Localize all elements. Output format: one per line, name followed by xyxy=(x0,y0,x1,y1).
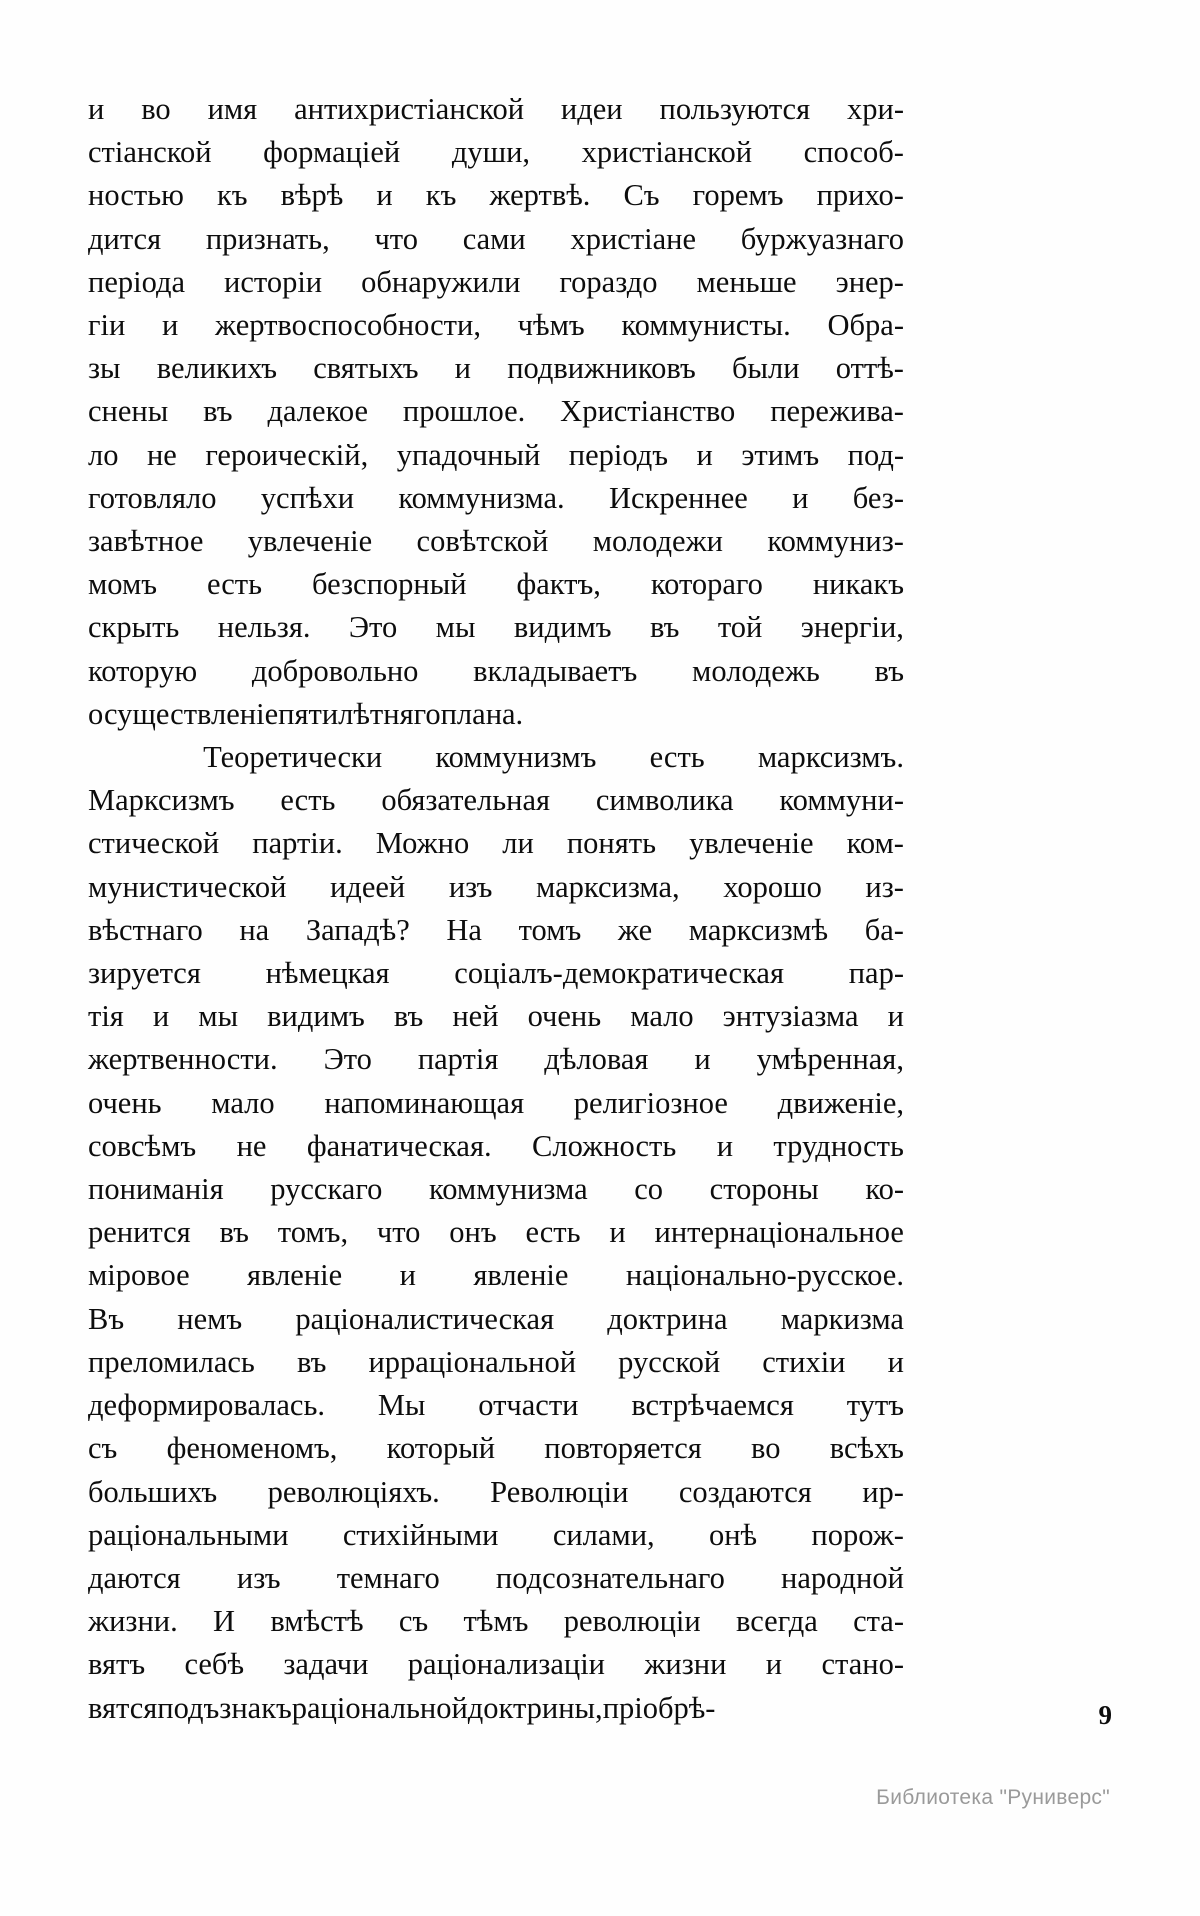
text-word: сами xyxy=(462,221,526,256)
text-word: умѣренная, xyxy=(756,1042,904,1077)
text-word: къ xyxy=(425,178,457,213)
text-word: совѣтской xyxy=(416,524,549,559)
text-line xyxy=(88,693,904,736)
text-word: безспорный xyxy=(311,567,467,602)
text-word: знакъ xyxy=(219,1690,292,1725)
text-word: стано- xyxy=(821,1647,904,1682)
text-word: со xyxy=(634,1172,664,1207)
text-word: души, xyxy=(451,135,531,170)
text-word: котораго xyxy=(650,567,763,602)
text-word: пережива- xyxy=(770,394,904,429)
text-word: ренится xyxy=(88,1215,191,1250)
text-word: подвижниковъ xyxy=(507,351,696,386)
text-word: подъ xyxy=(157,1690,220,1725)
text-word: ир- xyxy=(862,1474,904,1509)
text-word: въ xyxy=(219,1215,249,1250)
text-line xyxy=(88,88,904,131)
text-word: способ- xyxy=(803,135,904,170)
text-word: формаціей xyxy=(263,135,401,170)
text-word: видимъ xyxy=(267,999,365,1034)
text-line xyxy=(88,563,904,606)
text-word: онѣ xyxy=(708,1517,758,1552)
text-word: коммунизма xyxy=(428,1172,588,1207)
text-line xyxy=(88,1471,904,1514)
text-word: и xyxy=(696,437,713,472)
text-word: молодежи xyxy=(592,524,723,559)
text-word: очень xyxy=(88,1085,162,1120)
text-word: Это xyxy=(348,610,398,645)
text-word: періодъ xyxy=(568,437,669,472)
text-word: феноменомъ, xyxy=(166,1431,338,1466)
text-word: и xyxy=(792,480,809,515)
text-word: интернаціональное xyxy=(654,1215,904,1250)
text-word: вятъ xyxy=(88,1647,146,1682)
text-word: есть xyxy=(206,567,263,602)
text-word: осуществленіе xyxy=(88,696,279,731)
text-line xyxy=(88,520,904,563)
text-word: и xyxy=(694,1042,711,1077)
text-line xyxy=(88,1643,904,1686)
text-word: обязательная xyxy=(381,783,551,818)
text-word: христіане xyxy=(570,221,697,256)
text-word: и xyxy=(162,308,179,343)
text-word: энер- xyxy=(835,264,904,299)
text-word: дѣловая xyxy=(544,1042,649,1077)
text-word: жертвѣ. xyxy=(489,178,591,213)
text-word: Западѣ? xyxy=(305,912,410,947)
text-line xyxy=(88,822,904,865)
text-word: ко- xyxy=(865,1172,904,1207)
text-word: большихъ xyxy=(88,1474,218,1509)
text-word: порож- xyxy=(811,1517,904,1552)
text-word: хорошо xyxy=(723,869,822,904)
text-word: который xyxy=(386,1431,496,1466)
text-word: Христіанство xyxy=(560,394,736,429)
text-word: къ xyxy=(216,178,248,213)
text-word: мы xyxy=(435,610,476,645)
text-word: и xyxy=(399,1258,416,1293)
text-line xyxy=(88,606,904,649)
text-line xyxy=(88,909,904,952)
text-word: из- xyxy=(865,869,904,904)
text-word: и xyxy=(765,1647,783,1682)
paragraph-2 xyxy=(88,736,904,1730)
text-word: фанатическая. xyxy=(306,1128,492,1163)
text-word: коммунизмъ xyxy=(435,740,597,775)
text-word: русской xyxy=(618,1344,721,1379)
text-word: есть xyxy=(525,1215,581,1250)
text-word: вѣрѣ xyxy=(280,178,344,213)
text-word: ста- xyxy=(853,1604,904,1639)
text-word: хри- xyxy=(847,92,904,126)
text-word: оттѣ- xyxy=(835,351,904,386)
text-word: пріобрѣ- xyxy=(602,1690,716,1725)
text-line xyxy=(88,1557,904,1600)
text-word: Искреннее xyxy=(608,480,748,515)
text-word: и xyxy=(376,178,393,213)
text-word: въ xyxy=(649,610,680,645)
text-word: всѣхъ xyxy=(829,1431,904,1466)
text-word: въ xyxy=(203,394,233,429)
text-word: горемъ xyxy=(692,178,784,213)
text-word: и xyxy=(152,999,170,1034)
text-word: христіанской xyxy=(581,135,753,170)
text-word: Мы xyxy=(377,1388,426,1423)
text-word: ностью xyxy=(88,178,184,213)
text-line xyxy=(88,1254,904,1297)
text-word: вмѣстѣ xyxy=(270,1604,364,1639)
text-word: встрѣчаемся xyxy=(631,1388,794,1423)
text-word: соціалъ-демократическая xyxy=(454,956,784,991)
text-word: періода xyxy=(88,264,186,299)
text-line xyxy=(88,218,904,261)
text-word: народной xyxy=(781,1560,904,1595)
text-line xyxy=(88,347,904,390)
text-word: есть xyxy=(280,783,336,818)
text-line xyxy=(88,866,904,909)
text-word: марксизма, xyxy=(536,869,680,904)
text-line xyxy=(88,1038,904,1081)
paragraph-indent xyxy=(88,736,150,779)
text-word: создаются xyxy=(678,1474,812,1509)
text-word: ло xyxy=(88,437,119,472)
text-word: жертвоспособности, xyxy=(215,308,481,343)
text-word: повторяется xyxy=(544,1431,702,1466)
text-word: томъ xyxy=(518,912,582,947)
text-word: и xyxy=(454,351,471,386)
text-word: національно-русское. xyxy=(625,1258,904,1293)
text-word: гораздо xyxy=(559,264,658,299)
text-word: успѣхи xyxy=(260,480,355,515)
text-word: Сложность xyxy=(532,1128,677,1163)
text-line xyxy=(88,390,904,433)
text-word: той xyxy=(717,610,763,645)
text-word: антихристіанской xyxy=(294,92,525,126)
page-number: 9 xyxy=(1098,1700,1112,1730)
text-word: всегда xyxy=(736,1604,818,1639)
text-word: Обра- xyxy=(827,308,904,343)
text-line xyxy=(88,1514,904,1557)
text-word: нѣмецкая xyxy=(265,956,390,991)
text-word: вкладываетъ xyxy=(473,653,638,688)
text-word: зы xyxy=(88,351,121,386)
text-word: немъ xyxy=(177,1301,243,1336)
text-word: увлеченіе xyxy=(689,826,814,861)
text-word: героическій, xyxy=(205,437,369,472)
text-word: под- xyxy=(847,437,904,472)
text-word: стіанской xyxy=(88,135,212,170)
text-word: совсѣмъ xyxy=(88,1128,197,1163)
text-word: нельзя. xyxy=(217,610,311,645)
text-word: Съ xyxy=(623,178,660,213)
text-word: обнаружили xyxy=(361,264,521,299)
text-word: напоминающая xyxy=(324,1085,525,1120)
text-word: И xyxy=(213,1604,236,1639)
text-word: въ xyxy=(393,999,424,1034)
text-word: и xyxy=(609,1215,626,1250)
text-line xyxy=(88,1427,904,1470)
text-word: прошлое. xyxy=(402,394,526,429)
text-word: и xyxy=(88,92,105,126)
text-word: что xyxy=(376,1215,421,1250)
text-line xyxy=(88,1298,904,1341)
text-word: русскаго xyxy=(270,1172,383,1207)
text-word: доктрина xyxy=(607,1301,728,1336)
text-line xyxy=(88,1211,904,1254)
text-word: доктрины, xyxy=(467,1690,603,1725)
text-word: изъ xyxy=(236,1560,281,1595)
text-word: На xyxy=(446,912,482,947)
text-word: Теоретически xyxy=(203,740,383,775)
text-word: же xyxy=(617,912,653,947)
text-line xyxy=(88,131,904,174)
text-word: мунистической xyxy=(88,869,287,904)
text-word: и xyxy=(887,1344,904,1379)
text-word: раціонализаціи xyxy=(407,1647,606,1682)
text-line xyxy=(88,304,904,347)
text-word: снены xyxy=(88,394,169,429)
text-word: были xyxy=(731,351,800,386)
text-word: энтузіазма xyxy=(722,999,859,1034)
text-word: съ xyxy=(88,1431,118,1466)
text-word: готовляло xyxy=(88,480,217,515)
text-word: міровое xyxy=(88,1258,190,1293)
text-line xyxy=(88,650,904,693)
text-line xyxy=(88,1168,904,1211)
text-word: партіи. xyxy=(252,826,343,861)
text-word: подсознательнаго xyxy=(495,1560,725,1595)
text-word: фактъ, xyxy=(516,567,601,602)
text-word: дится xyxy=(88,221,162,256)
text-word: трудность xyxy=(773,1128,904,1163)
text-word: скрыть xyxy=(88,610,180,645)
text-word: гіи xyxy=(88,308,126,343)
text-word: не xyxy=(236,1128,267,1163)
text-word: коммуниз- xyxy=(767,524,904,559)
text-word: прихо- xyxy=(816,178,904,213)
text-word: добровольно xyxy=(251,653,419,688)
text-word: что xyxy=(374,221,418,256)
text-word: себѣ xyxy=(184,1647,245,1682)
text-line xyxy=(88,434,904,477)
text-word: идеи xyxy=(560,92,623,126)
text-word: жизни. xyxy=(88,1604,178,1639)
text-word: раціональной xyxy=(291,1690,468,1725)
text-word: жизни xyxy=(644,1647,727,1682)
text-word: коммуни- xyxy=(779,783,904,818)
text-word: отчасти xyxy=(478,1388,579,1423)
text-word: пониманія xyxy=(88,1172,224,1207)
text-word: пятилѣтняго xyxy=(278,696,441,731)
text-word: признать, xyxy=(205,221,330,256)
text-word: мало xyxy=(630,999,694,1034)
text-word: силами, xyxy=(552,1517,655,1552)
text-word: ней xyxy=(452,999,499,1034)
text-word: энергіи, xyxy=(800,610,904,645)
text-word: символика xyxy=(595,783,734,818)
text-word: революціяхъ. xyxy=(267,1474,440,1509)
text-word: онъ xyxy=(449,1215,497,1250)
text-line xyxy=(88,477,904,520)
text-word: съ xyxy=(398,1604,429,1639)
text-word: явленіе xyxy=(247,1258,343,1293)
text-word: идеей xyxy=(329,869,406,904)
text-word: преломилась xyxy=(88,1344,255,1379)
text-word: тѣмъ xyxy=(463,1604,529,1639)
text-word: которую xyxy=(88,653,198,688)
text-line xyxy=(88,779,904,822)
text-word: раціоналистическая xyxy=(295,1301,555,1336)
text-word: плана. xyxy=(440,696,524,731)
text-word: Можно xyxy=(375,826,470,861)
text-word: даются xyxy=(88,1560,181,1595)
text-word: партія xyxy=(417,1042,499,1077)
text-word: стороны xyxy=(709,1172,819,1207)
text-word: мы xyxy=(198,999,239,1034)
text-word: Это xyxy=(323,1042,372,1077)
paragraph-1 xyxy=(88,88,904,736)
text-word: марксизмѣ xyxy=(688,912,829,947)
text-word: изъ xyxy=(448,869,493,904)
text-word: и xyxy=(716,1128,734,1163)
text-line xyxy=(88,1125,904,1168)
text-line xyxy=(88,174,904,217)
text-word: стихіи xyxy=(762,1344,846,1379)
text-line xyxy=(88,1687,904,1730)
text-word: жертвенности. xyxy=(88,1042,278,1077)
text-word: великихъ xyxy=(156,351,278,386)
text-line xyxy=(88,952,904,995)
text-word: и xyxy=(887,999,904,1034)
text-word: во xyxy=(141,92,171,126)
library-watermark: Библиотека "Руниверс" xyxy=(876,1786,1110,1809)
text-word: пользуются xyxy=(659,92,811,126)
text-word: ком- xyxy=(846,826,904,861)
text-word: ли xyxy=(502,826,534,861)
text-word: меньше xyxy=(696,264,797,299)
text-word: без- xyxy=(852,480,904,515)
text-word: деформировалась. xyxy=(88,1388,325,1423)
text-word: религіозное xyxy=(573,1085,728,1120)
text-word: исторіи xyxy=(224,264,323,299)
text-word: вятся xyxy=(88,1690,158,1725)
text-word: на xyxy=(239,912,270,947)
text-word: молодежь xyxy=(692,653,820,688)
text-word: коммунизма. xyxy=(398,480,565,515)
text-word: задачи xyxy=(283,1647,369,1682)
text-word: пар- xyxy=(848,956,904,991)
text-word: темнаго xyxy=(336,1560,440,1595)
text-word: маркизма xyxy=(780,1301,904,1336)
text-word: далекое xyxy=(267,394,368,429)
text-word: коммунисты. xyxy=(621,308,791,343)
text-word: тутъ xyxy=(846,1388,904,1423)
text-word: стихійными xyxy=(342,1517,499,1552)
text-word: этимъ xyxy=(741,437,820,472)
text-line xyxy=(88,736,904,779)
text-word: видимъ xyxy=(513,610,612,645)
text-word: упадочный xyxy=(396,437,541,472)
text-word: есть xyxy=(649,740,705,775)
text-line xyxy=(88,261,904,304)
text-word: томъ, xyxy=(277,1215,349,1250)
text-word: не xyxy=(146,437,177,472)
text-word: раціональными xyxy=(88,1517,289,1552)
text-word: въ xyxy=(296,1344,327,1379)
text-word: увлеченіе xyxy=(247,524,373,559)
text-word: вѣстнаго xyxy=(88,912,203,947)
text-word: Революціи xyxy=(490,1474,629,1509)
text-word: стической xyxy=(88,826,220,861)
text-word: явленіе xyxy=(473,1258,569,1293)
text-word: движеніе, xyxy=(777,1085,904,1120)
text-word: буржуазнаго xyxy=(740,221,904,256)
text-word: имя xyxy=(207,92,258,126)
text-word: очень xyxy=(527,999,602,1034)
text-word: ба- xyxy=(864,912,904,947)
text-word: момъ xyxy=(88,567,158,602)
text-word: во xyxy=(751,1431,781,1466)
text-line xyxy=(88,1384,904,1427)
page-body-text xyxy=(88,88,904,1730)
text-word: въ xyxy=(874,653,904,688)
text-word: ирраціональной xyxy=(368,1344,577,1379)
text-word: зируется xyxy=(88,956,201,991)
text-word: тія xyxy=(88,999,124,1034)
text-line xyxy=(88,1600,904,1643)
text-word: марксизмъ. xyxy=(757,740,904,775)
text-word: святыхъ xyxy=(313,351,419,386)
text-word: революціи xyxy=(563,1604,701,1639)
text-word: Въ xyxy=(88,1301,125,1336)
text-word: Марксизмъ xyxy=(88,783,235,818)
text-word: чѣмъ xyxy=(517,308,585,343)
text-line xyxy=(88,1082,904,1125)
text-word: никакъ xyxy=(812,567,904,602)
text-line xyxy=(88,1341,904,1384)
text-line xyxy=(88,995,904,1038)
text-word: понять xyxy=(566,826,657,861)
text-word: завѣтное xyxy=(88,524,204,559)
text-word: мало xyxy=(211,1085,275,1120)
